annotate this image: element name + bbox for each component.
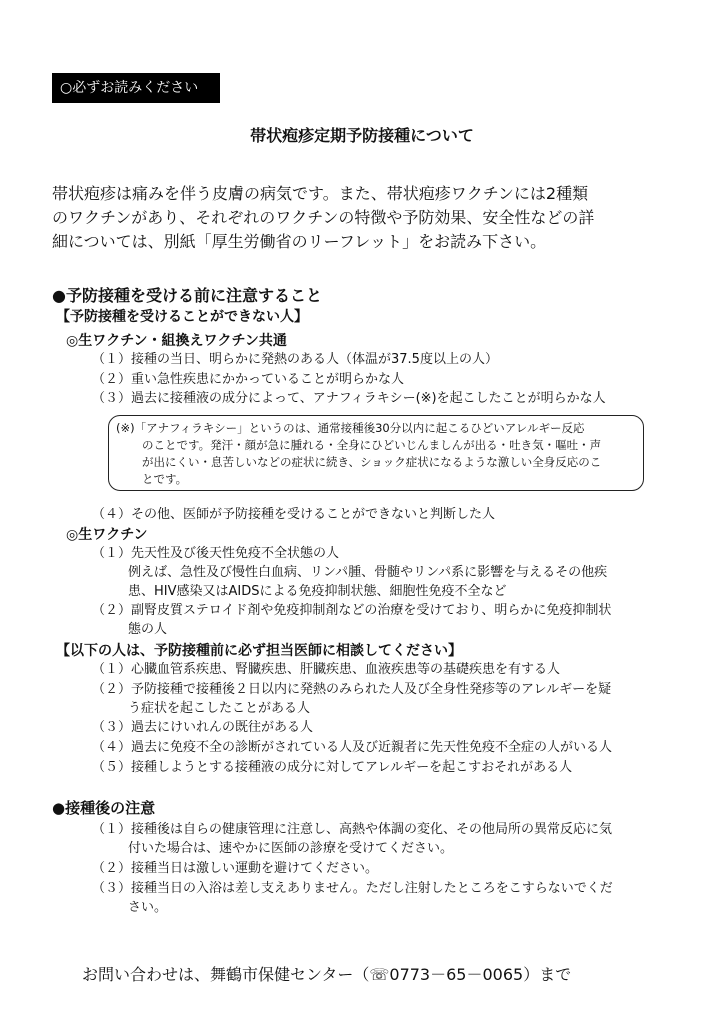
list-item: （４）その他、医師が予防接種を受けることができないと判断した人 (92, 507, 496, 522)
list-item: （２）重い急性疾患にかかっていることが明らかな人 (92, 372, 405, 387)
intro-line-3: 細については、別紙「厚生労働省のリーフレット」をお読み下さい。 (52, 232, 547, 251)
list-item: 態の人 (128, 622, 168, 637)
intro-line-2: のワクチンがあり、それぞれのワクチンの特徴や予防効果、安全性などの詳 (52, 208, 595, 227)
list-item: （３）過去にけいれんの既往がある人 (92, 720, 314, 735)
intro-line-1: 帯状疱疹は痛みを伴う皮膚の病気です。また、帯状疱疹ワクチンには2種類 (52, 184, 589, 203)
note-line: が出にくい・息苦しいなどの症状に続き、ショック症状になるような激しい全身反応のこ (142, 455, 602, 469)
list-item: （２）予防接種で接種後２日以内に発熱のみられた人及び全身性発疹等のアレルギーを疑 (92, 682, 612, 697)
note-line: のことです。発汗・顔が急に腫れる・全身にひどいじんましんが出る・吐き気・嘔吐・声 (142, 438, 602, 452)
note-line: とです。 (142, 472, 188, 486)
list-item: （３）接種当日の入浴は差し支えありません。ただし注射したところをこすらないでくだ (92, 881, 613, 896)
section-heading-after: ●接種後の注意 (52, 799, 156, 817)
list-item: （１）心臓血管系疾患、腎臓疾患、肝臓疾患、血液疾患等の基礎疾患を有する人 (92, 662, 561, 677)
list-item: さい。 (128, 900, 168, 915)
consult-heading: 【以下の人は、予防接種前に必ず担当医師に相談してください】 (56, 643, 462, 659)
cannot-heading: 【予防接種を受けることができない人】 (56, 309, 308, 325)
list-item: 付いた場合は、速やかに医師の診療を受けてください。 (128, 841, 454, 856)
list-item: （２）副腎皮質ステロイド剤や免疫抑制剤などの治療を受けており、明らかに免疫抑制状 (92, 603, 612, 618)
phone-number: 0773－65－0065 (389, 965, 524, 984)
list-item: （４）過去に免疫不全の診断がされている人及び近親者に先天性免疫不全症の人がいる人 (92, 740, 613, 755)
contact-footer (82, 962, 571, 985)
contact-suffix: ）まで (523, 965, 572, 984)
notice-badge: ○必ずお読みください (52, 73, 220, 103)
phone-icon: ☏ (369, 965, 390, 984)
list-item: （１）先天性及び後天性免疫不全状態の人 (92, 546, 340, 561)
list-item: （１）接種後は自らの健康管理に注意し、高熱や体調の変化、その他局所の異常反応に気 (92, 822, 613, 837)
list-item: 例えば、急性及び慢性白血病、リンパ腫、骨髄やリンパ系に影響を与えるその他疾 (128, 565, 608, 580)
live-vaccine-heading: ◎生ワクチン (66, 527, 148, 543)
list-item: 患、HIV感染又はAIDSによる免疫抑制状態、細胞性免疫不全など (128, 584, 507, 599)
list-item: （３）過去に接種液の成分によって、アナフィラキシー(※)を起こしたことが明らかな人 (92, 391, 606, 406)
list-item: （１）接種の当日、明らかに発熱のある人（体温が37.5度以上の人） (92, 352, 498, 367)
list-item: （５）接種しようとする接種液の成分に対してアレルギーを起こすおそれがある人 (92, 760, 573, 775)
contact-text: お問い合わせは、舞鶴市保健センター（ (82, 965, 370, 984)
note-line: (※)「アナフィラキシー」というのは、通常接種後30分以内に起こるひどいアレルギー反応 (116, 421, 585, 435)
section-heading-before: ●予防接種を受ける前に注意すること (52, 286, 322, 305)
list-item: （２）接種当日は激しい運動を避けてください。 (92, 861, 379, 876)
common-vaccine-heading: ◎生ワクチン・組換えワクチン共通 (66, 333, 287, 349)
page-title: 帯状疱疹定期予防接種について (250, 126, 474, 145)
list-item: う症状を起こしたことがある人 (128, 701, 311, 716)
